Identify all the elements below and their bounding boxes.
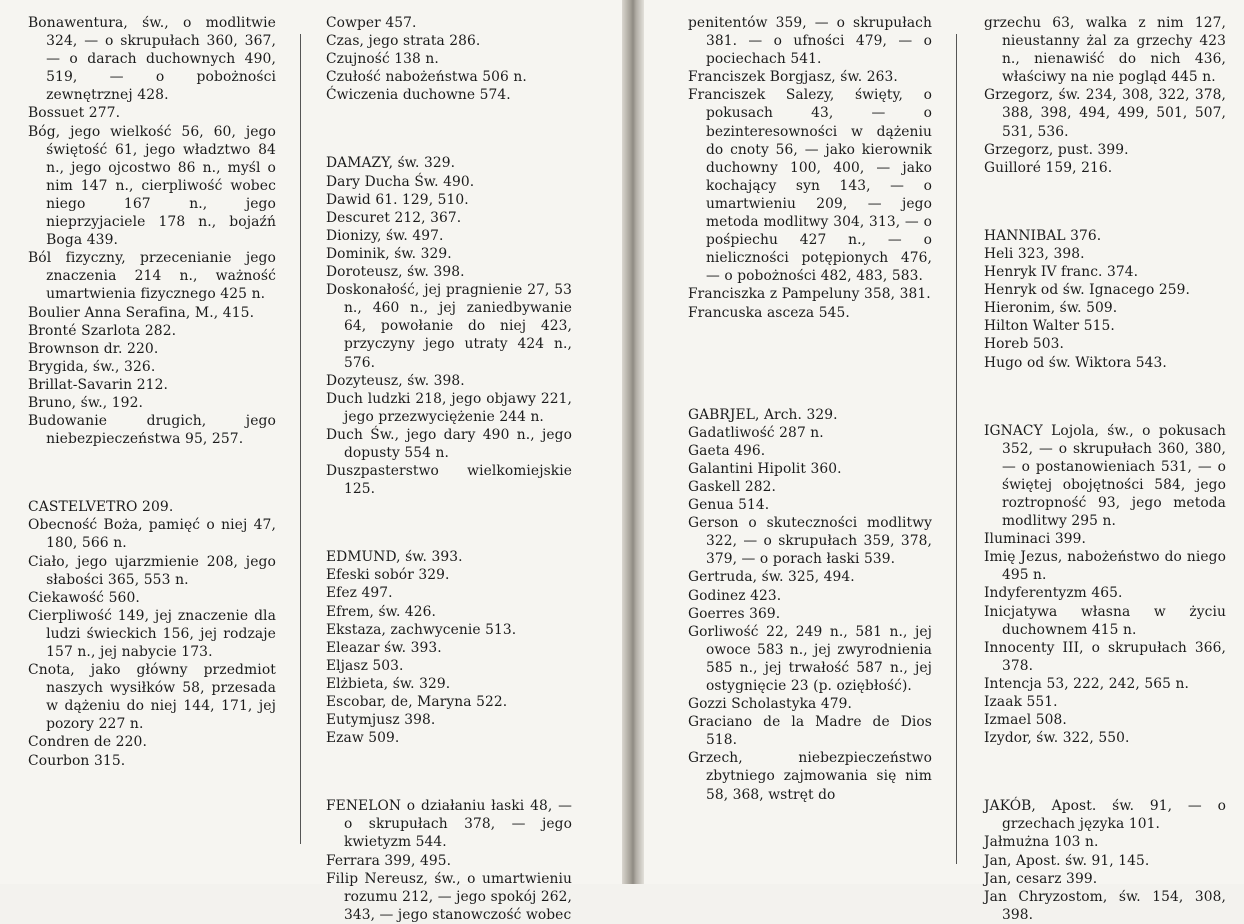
index-entry: penitentów 359, — o skrupułach 381. — o ufności 479, — o pociechach 541. bbox=[688, 15, 932, 68]
index-entry: Goerres 369. bbox=[688, 605, 781, 622]
index-entry: Hugo od św. Wiktora 543. bbox=[984, 354, 1167, 371]
index-entry: Gadatliwość 287 n. bbox=[688, 424, 824, 441]
index-entry: Brownson dr. 220. bbox=[28, 340, 159, 357]
index-entry: Gorliwość 22, 249 n., 581 n., jej owoce 583 n., jej zwyrodnienia 585 n., jej trwałość 587 n., jej ostygnięcie 23 (p. oziębłość). bbox=[688, 623, 932, 694]
index-entry: Indyferentyzm 465. bbox=[984, 585, 1123, 602]
index-entry: Ćwiczenia duchowne 574. bbox=[326, 87, 511, 104]
index-entry: Courbon 315. bbox=[28, 752, 126, 769]
section-gap bbox=[688, 372, 932, 390]
left-page-column-1 bbox=[28, 14, 276, 770]
index-entry: Brygida, św., 326. bbox=[28, 358, 156, 375]
section-gap bbox=[984, 763, 1226, 781]
index-entry: Franciszek Salezy, święty, o pokusach 43, — o bezinteresowności w dążeniu do cnoty 56, — jako kierownik duchowny 100, 400, — jako kochający syn 143, — o umartwieniu 209, — jego metoda modlitwy 304, 313, — o pośpiechu 427 n., — o nieliczności potępionych 476, — o pobożności 482, 483, 583. bbox=[688, 87, 932, 285]
index-entry: Gertruda, św. 325, 494. bbox=[688, 569, 855, 586]
section-gap bbox=[688, 338, 932, 356]
index-entry: Izydor, św. 322, 550. bbox=[984, 730, 1130, 747]
section-gap bbox=[28, 464, 276, 482]
index-entry: Henryk od św. Ignacego 259. bbox=[984, 282, 1190, 299]
index-entry: Czas, jego strata 286. bbox=[326, 33, 481, 50]
index-entry: Hieronim, św. 509. bbox=[984, 300, 1118, 317]
index-entry: Horeb 503. bbox=[984, 336, 1065, 353]
left-page-column-2 bbox=[326, 14, 572, 924]
index-entry: Francuska asceza 545. bbox=[688, 304, 850, 321]
index-entry: Ekstaza, zachwycenie 513. bbox=[326, 621, 517, 638]
index-entry: Ciało, jego ujarzmienie 208, jego słabości 365, 553 n. bbox=[28, 553, 276, 588]
index-entry: Duszpasterstwo wielkomiejskie 125. bbox=[326, 463, 572, 498]
index-entry: grzechu 63, walka z nim 127, nieustanny żal za grzechy 423 n., nienawiść do nich 436, właściwy na nie pogląd 445 n. bbox=[984, 15, 1226, 86]
section-gap bbox=[326, 763, 572, 781]
index-entry: Gerson o skuteczności modlitwy 322, — o skrupułach 359, 378, 379, — o porach łaski 539. bbox=[688, 515, 932, 568]
right-page-column-2 bbox=[984, 14, 1226, 924]
index-entry: FENELON o działaniu łaski 48, — o skrupułach 378, — jego kwietyzm 544. bbox=[326, 798, 572, 851]
right-page-column-1 bbox=[688, 14, 932, 804]
index-entry: Duch ludzki 218, jego objawy 221, jego przezwyciężenie 244 n. bbox=[326, 390, 572, 425]
index-entry: Dominik, św. 329. bbox=[326, 245, 452, 262]
section-gap bbox=[326, 514, 572, 532]
index-entry: Gozzi Scholastyka 479. bbox=[688, 696, 852, 713]
index-entry: Ezaw 509. bbox=[326, 730, 400, 747]
index-entry: Descuret 212, 367. bbox=[326, 209, 462, 226]
right-page bbox=[676, 14, 1228, 923]
index-entry: Budowanie drugich, jego niebezpieczeństwa 95, 257. bbox=[28, 413, 276, 448]
index-entry: Jan Chryzostom, św. 154, 308, 398. bbox=[984, 888, 1226, 923]
index-entry: Godinez 423. bbox=[688, 587, 782, 604]
index-entry: Grzegorz, pust. 399. bbox=[984, 141, 1129, 158]
index-entry: Cnota, jako główny przedmiot naszych wysiłków 58, przesada w dążeniu do niej 144, 171, jej pozory 227 n. bbox=[28, 662, 276, 733]
index-entry: DAMAZY, św. 329. bbox=[326, 155, 456, 172]
index-entry: Cierpliwość 149, jej znaczenie dla ludzi świeckich 156, jej rodzaje 157 n., jej nabycie 173. bbox=[28, 607, 276, 660]
index-entry: Gaeta 496. bbox=[688, 442, 766, 459]
index-entry: CASTELVETRO 209. bbox=[28, 499, 174, 516]
index-entry: Imię Jezus, nabożeństwo do niego 495 n. bbox=[984, 549, 1226, 584]
index-entry: Intencja 53, 222, 242, 565 n. bbox=[984, 675, 1189, 692]
index-entry: Condren de 220. bbox=[28, 734, 148, 751]
index-entry: Bruno, św., 192. bbox=[28, 394, 144, 411]
index-entry: EDMUND, św. 393. bbox=[326, 549, 463, 566]
index-entry: Elżbieta, św. 329. bbox=[326, 675, 451, 692]
index-entry: Doroteusz, św. 398. bbox=[326, 264, 465, 281]
index-entry: Izmael 508. bbox=[984, 712, 1067, 729]
index-entry: Dionizy, św. 497. bbox=[326, 227, 444, 244]
index-entry: Czułość nabożeństwa 506 n. bbox=[326, 69, 527, 86]
index-entry: Dawid 61. 129, 510. bbox=[326, 191, 469, 208]
index-entry: Bronté Szarlota 282. bbox=[28, 322, 177, 339]
section-gap bbox=[326, 120, 572, 138]
index-entry: Efrem, św. 426. bbox=[326, 603, 437, 620]
index-entry: Boulier Anna Serafina, M., 415. bbox=[28, 304, 255, 321]
index-entry: Eleazar św. 393. bbox=[326, 639, 442, 656]
index-entry: Graciano de la Madre de Dios 518. bbox=[688, 714, 932, 749]
index-entry: Jan, cesarz 399. bbox=[984, 870, 1098, 887]
index-entry: Heli 323, 398. bbox=[984, 245, 1085, 262]
index-entry: Inicjatywa własna w życiu duchownem 415 n. bbox=[984, 603, 1226, 638]
left-page bbox=[28, 14, 612, 923]
column-divider bbox=[956, 34, 957, 864]
index-entry: Ból fizyczny, przecenianie jego znaczenia 214 n., ważność umartwienia fizycznego 425 n. bbox=[28, 250, 276, 303]
index-entry: Gaskell 282. bbox=[688, 478, 776, 495]
index-entry: JAKÓB, Apost. św. 91, — o grzechach języka 101. bbox=[984, 798, 1226, 833]
index-entry: Duch Św., jego dary 490 n., jego dopusty 554 n. bbox=[326, 426, 572, 461]
index-entry: Filip Nereusz, św., o umartwieniu rozumu 212, — jego spokój 262, 343, — jego stanowczość wobec bbox=[326, 870, 572, 923]
index-entry: Obecność Boża, pamięć o niej 47, 180, 566 n. bbox=[28, 517, 276, 552]
index-entry: Grzech, niebezpieczeństwo zbytniego zajmowania się nim 58, 368, wstręt do bbox=[688, 750, 932, 803]
index-entry: Bossuet 277. bbox=[28, 105, 121, 122]
index-entry: Efez 497. bbox=[326, 585, 393, 602]
index-entry: Dozyteusz, św. 398. bbox=[326, 372, 465, 389]
index-entry: Doskonałość, jej pragnienie 27, 53 n., 460 n., jej zaniedbywanie 64, powołanie do niej 423, przyczyny jego utraty 424 n., 576. bbox=[326, 282, 572, 371]
index-entry: Cowper 457. bbox=[326, 15, 417, 31]
index-entry: Efeski sobór 329. bbox=[326, 567, 450, 584]
index-entry: Eljasz 503. bbox=[326, 657, 404, 674]
index-entry: Iluminaci 399. bbox=[984, 531, 1086, 548]
index-entry: IGNACY Lojola, św., o pokusach 352, — o skrupułach 360, 380, — o postanowieniach 531, — o świętej obojętności 584, jego roztropność 93, jego metoda modlitwy 295 n. bbox=[984, 422, 1226, 530]
index-entry: Dary Ducha Św. 490. bbox=[326, 173, 475, 190]
index-entry: Brillat-Savarin 212. bbox=[28, 376, 169, 393]
index-entry: Bóg, jego wielkość 56, 60, jego świętość 61, jego władztwo 84 n., jego ojcostwo 86 n., myśl o nim 147 n., cierpliwość wobec niego 167 n., jego nieprzyjaciele 178 n., bojaźń Boga 439. bbox=[28, 123, 276, 249]
index-entry: Ferrara 399, 495. bbox=[326, 852, 452, 869]
index-entry: Jałmużna 103 n. bbox=[984, 834, 1099, 851]
index-entry: Franciszka z Pampeluny 358, 381. bbox=[688, 286, 931, 303]
index-entry: Czujność 138 n. bbox=[326, 51, 439, 68]
index-entry: Franciszek Borgjasz, św. 263. bbox=[688, 69, 898, 86]
index-entry: Izaak 551. bbox=[984, 694, 1058, 710]
index-entry: Guilloré 159, 216. bbox=[984, 159, 1113, 176]
index-entry: Galantini Hipolit 360. bbox=[688, 460, 842, 477]
book-gutter bbox=[622, 0, 644, 884]
index-entry: Ciekawość 560. bbox=[28, 589, 140, 606]
index-entry: Escobar, de, Maryna 522. bbox=[326, 694, 508, 710]
index-entry: GABRJEL, Arch. 329. bbox=[688, 406, 838, 423]
index-entry: Hilton Walter 515. bbox=[984, 318, 1115, 335]
index-entry: Innocenty III, o skrupułach 366, 378. bbox=[984, 639, 1226, 674]
index-entry: HANNIBAL 376. bbox=[984, 227, 1102, 244]
section-gap bbox=[984, 193, 1226, 211]
index-entry: Genua 514. bbox=[688, 497, 770, 514]
column-divider bbox=[300, 34, 301, 844]
index-entry: Jan, Apost. św. 91, 145. bbox=[984, 852, 1150, 869]
index-entry: Bonawentura, św., o modlitwie 324, — o skrupułach 360, 367, — o darach duchownych 490, 519, — o pobożności zewnętrznej 428. bbox=[28, 15, 276, 104]
index-entry: Grzegorz, św. 234, 308, 322, 378, 388, 398, 494, 499, 501, 507, 531, 536. bbox=[984, 87, 1226, 140]
index-entry: Henryk IV franc. 374. bbox=[984, 264, 1139, 281]
section-gap bbox=[984, 388, 1226, 406]
index-entry: Eutymjusz 398. bbox=[326, 712, 436, 729]
